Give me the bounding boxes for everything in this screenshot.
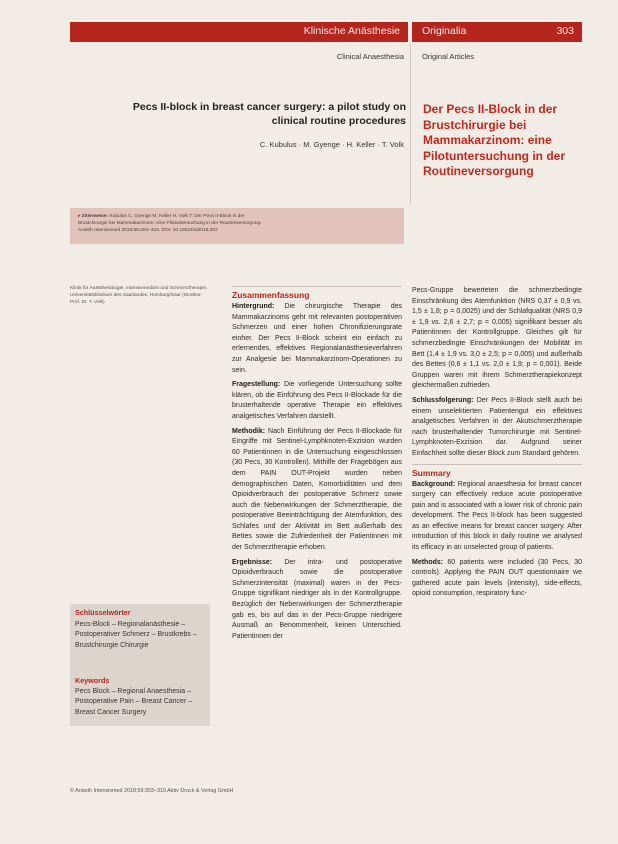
summary-background: Background: Regional anaesthesia for breast cancer surgery can effectively reduce acute postoperative pain and is associated with a lower risk of chronic pain development. The Pecs II-block has been suggested as an effective means for breast cancer surgery. After introduction of this block in daily routine we analysed its efficacy in an unselected group of patients.: [412, 480, 582, 552]
citation-box: [70, 208, 404, 244]
german-title: Der Pecs II-Block in der Brustchirurgie bei Mammakarzinom: eine Pilotuntersuchung in der Routineversorgung: [423, 102, 566, 178]
right-column: [412, 286, 582, 604]
results-paragraph: Ergebnisse: Der intra- und postoperative Opioidverbrauch sowie die postoperative Schmerzintensität (maximal) waren in der Pecs-Gruppe signifikant niedriger als in der Kontrollgruppe. Bezüglich der Nebenwirkungen der Schmerztherapie gab es, bis auf das in der Pecs-Gruppe niedrigere Ausmaß an Benommenheit, keinen Unterschied. Patientinnen der: [232, 558, 402, 640]
author-list: C. Kubulus · M. Gyenge · H. Keller · T. Volk: [259, 140, 404, 149]
results-continued: Pecs-Gruppe bewerteten die schmerzbedingte Einschränkung des Atemfunktion (NRS 0,37 ± 0,9 vs. 1,5 ± 1,8; p = 0,0025) und der Schlafqualität (NRS 0,9 ± 1,9 vs. 2,6 ± 2,7; p = 0,005) signifikant besser als Patientinnen der Kontrollgruppe. Gleiches gilt für schmerzbedingte Einschränkungen der Mobilität im Bett (1,4 ± 1,9 vs. 3,0 ± 2,5; p = 0,005) und außerhalb des Bettes (0,6 ± 1,1 vs. 2,0 ± 1,9; p = 0,001). Beide Gruppen waren mit ihrem Schmerztherapiekonzept gleichermaßen zufrieden.: [412, 287, 582, 390]
keywords-en-text: Pecs Block – Regional Anaesthesia – Postoperative Pain – Breast Cancer – Breast Cancer Surgery: [75, 688, 193, 716]
methods-paragraph: Methodik: Nach Einführung der Pecs II-Blockade für Eingriffe mit Sentinel-Lymphknoten-Exzision wurden 60 Patientinnen in die Untersuchung eingeschlossen (30 Pecs, 30 Kontrollen). Mithilfe der Fragebögen aus dem PAIN OUT-Projekt wurden neben demographischen Daten, Komorbiditäten und dem Opioidverbrauch der postoperative Schmerz sowie auch die Nebenwirkungen der Schmerztherapie, die postoperative Beeinträchtigung der Atemfunktion, des Schlafes und der Aktivität im Bett außerhalb des Bettes sowie die Zufriedenheit der Patientinnen mit der Schmerztherapie erhoben.: [232, 427, 402, 552]
subheader-de: Original Articles: [422, 52, 475, 61]
summary-heading: Summary: [412, 467, 451, 478]
section-label: Klinische Anästhesie: [303, 25, 400, 37]
question-paragraph: Fragestellung: Die vorliegende Untersuchung sollte klären, ob die Einführung des Pecs II-Blockade für die brusterhaltende operative Therapie ein effektives analgetisches Verfahren darstellt.: [232, 381, 402, 420]
rule: [232, 286, 402, 287]
header-bar-left: [70, 22, 408, 42]
header-bar-right: [412, 22, 582, 42]
subheader-en: Clinical Anaesthesia: [336, 52, 404, 61]
arrow-icon: ▸: [78, 214, 82, 219]
footer-copyright: © Anästh Intensivmed 2018;59:303–310 Aktiv Druck & Verlag GmbH: [70, 788, 234, 794]
keywords-en-heading: Keywords: [75, 676, 110, 685]
background-paragraph: Hintergrund: Die chirurgische Therapie des Mammakarzinoms geht mit relevanten postoperativen Schmerzen und einer hohen Chronifizierungsrate einher. Der Pecs II-Block scheint ein einfach zu erlernendes, effektives Regionalanästhesieverfahren zur Analgesie bei Mammakarzinom-Operationen zu sein.: [232, 303, 402, 374]
citation-text: ▸ Zitierweise: Kubulus C, Gyenge M, Keller H, Volk T: Der Pecs II-Block in der Brustchirurgie bei Mammakarzinom: eine Pilotuntersuchung in der Routineversorgung. Anästh Intensivmed 2018;59:303–310. DOI: 10.19224/ai2018.303: [78, 214, 262, 233]
category-label: Originalia: [422, 25, 467, 37]
page-number: 303: [556, 25, 574, 37]
summary-methods: Methods: 60 patients were included (30 Pecs, 30 controls). Applying the PAIN OUT questionnaire we gathered acute pain levels (intensity), side-effects, opioid consumption, respiratory func-: [412, 558, 582, 598]
keywords-de-text: Pecs-Block – Regionalanästhesie – Postoperativer Schmerz – Brustkrebs – Brustchirurgie Chirurgie: [75, 621, 197, 649]
affiliation: Klinik für Anästhesiologie, Intensivmedizin und Schmerztherapie, Universitätsklinikum des Saarlandes, Homburg/Saar (Direktor: Prof. Dr. T. Volk): [70, 286, 208, 305]
keywords-de-heading: Schlüsselwörter: [75, 608, 131, 617]
keywords-box: [70, 604, 210, 726]
english-title: Pecs II-block in breast cancer surgery: a pilot study on clinical routine procedures: [132, 101, 406, 127]
abstract-de-heading: Zusammenfassung: [232, 290, 310, 300]
column-divider: [410, 44, 411, 204]
conclusion-paragraph: Schlussfolgerung: Der Pecs II-Block stellt auch bei einem unselektierten Patientengut ein effektives analgetisches Verfahren in der Akutschmerztherapie nach brusterhaltender Tumorchirurgie mit Sentinel-Lymphknoten-Exzision dar. Aufgrund seiner Einfachheit sollte dieser Block zum Standard gehören.: [412, 396, 582, 457]
rule: [412, 464, 582, 465]
abstract-de-column: [232, 286, 402, 646]
